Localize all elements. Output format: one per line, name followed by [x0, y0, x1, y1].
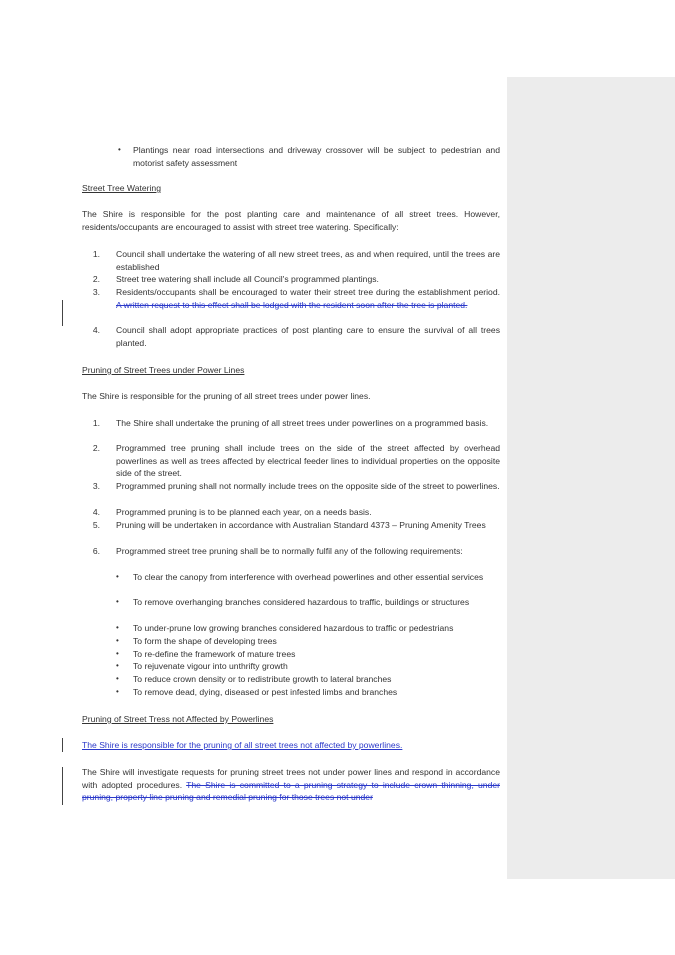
- bullet-icon: •: [118, 145, 121, 154]
- paragraph-text: The Shire will investigate requests for pruning street trees not under power lines and respond in accordance with adopted procedures.: [82, 767, 500, 790]
- list-item-text: To remove overhanging branches considered hazardous to traffic, buildings or structures: [133, 597, 470, 607]
- list-item-text: To form the shape of developing trees: [133, 636, 277, 646]
- list-number: 2.: [92, 274, 100, 284]
- list-item-text: To remove dead, dying, diseased or pest infested limbs and branches: [133, 687, 398, 697]
- list-item-text: [116, 286, 500, 311]
- tracked-deletion: The Shire is committed to a pruning strategy to include crown thinning, under pruning, property line pruning and remedial pruning for those trees not under: [82, 779, 500, 803]
- tracked-deletion: A written request to this effect shall be lodged with the resident soon after the tree is planted.: [116, 299, 468, 310]
- list-item-text-body: Residents/occupants shall be encouraged to water their street tree during the establishment period.: [116, 287, 500, 297]
- list-item-text: Programmed pruning shall not normally include trees on the opposite side of the street to powerlines.: [116, 481, 500, 491]
- section-heading: Street Tree Watering: [82, 183, 161, 193]
- list-number: 4.: [92, 325, 100, 335]
- paragraph: The Shire is responsible for the post planting care and maintenance of all street trees. However, residents/occupants are encouraged to assist with street tree watering. Specifically:: [82, 209, 500, 232]
- list-item-text: Council shall undertake the watering of all new street trees, as and when required, until the trees are established: [116, 249, 500, 272]
- bullet-icon: •: [116, 636, 119, 645]
- list-item-text: To reduce crown density or to redistribute growth to lateral branches: [133, 674, 392, 684]
- list-item-text: Programmed tree pruning shall include trees on the side of the street affected by overhead powerlines as well as trees affected by electrical feeder lines to individual properties on the opposite side of the street.: [116, 443, 500, 479]
- list-item-text: The Shire shall undertake the pruning of all street trees under powerlines on a programmed basis.: [116, 418, 489, 428]
- list-item-text: To clear the canopy from interference with overhead powerlines and other essential services: [133, 572, 484, 582]
- bullet-icon: •: [116, 661, 119, 670]
- list-item-text: Street tree watering shall include all Council's programmed plantings.: [116, 274, 379, 284]
- list-item-text: Plantings near road intersections and driveway crossover will be subject to pedestrian and motorist safety assessment: [133, 145, 500, 168]
- list-item-text: Programmed pruning is to be planned each year, on a needs basis.: [116, 507, 372, 517]
- change-bar: [62, 738, 63, 752]
- bullet-icon: •: [116, 623, 119, 632]
- paragraph: The Shire is responsible for the pruning of all street trees under power lines.: [82, 391, 371, 401]
- list-number: 1.: [92, 249, 100, 259]
- list-number: 1.: [92, 418, 100, 428]
- list-item-text: To re-define the framework of mature trees: [133, 649, 296, 659]
- list-item-text: To under-prune low growing branches considered hazardous to traffic or pedestrians: [133, 623, 454, 633]
- list-number: 4.: [92, 507, 100, 517]
- bullet-icon: •: [116, 649, 119, 658]
- section-heading: Pruning of Street Trees under Power Lines: [82, 365, 245, 375]
- change-bar: [62, 767, 63, 805]
- list-number: 6.: [92, 546, 100, 556]
- bullet-icon: •: [116, 674, 119, 683]
- list-number: 5.: [92, 520, 100, 530]
- change-bar: [62, 300, 63, 326]
- tracked-insertion: The Shire is responsible for the pruning of all street trees not affected by powerlines.: [82, 740, 403, 750]
- paragraph: [82, 766, 500, 804]
- list-number: 3.: [92, 481, 100, 491]
- bullet-icon: •: [116, 687, 119, 696]
- list-item-text: Programmed street tree pruning shall be to normally fulfil any of the following requirements:: [116, 546, 463, 556]
- list-item-text: To rejuvenate vigour into unthrifty growth: [133, 661, 288, 671]
- list-number: 2.: [92, 443, 100, 453]
- list-item-text: Pruning will be undertaken in accordance with Australian Standard 4373 – Pruning Amenity Trees: [116, 520, 486, 530]
- list-item-text: Council shall adopt appropriate practices of post planting care to ensure the survival of all trees planted.: [116, 325, 500, 348]
- comment-pane: [507, 77, 675, 879]
- list-number: 3.: [92, 287, 100, 297]
- section-heading: Pruning of Street Tress not Affected by Powerlines: [82, 714, 274, 724]
- bullet-icon: •: [116, 572, 119, 581]
- bullet-icon: •: [116, 597, 119, 606]
